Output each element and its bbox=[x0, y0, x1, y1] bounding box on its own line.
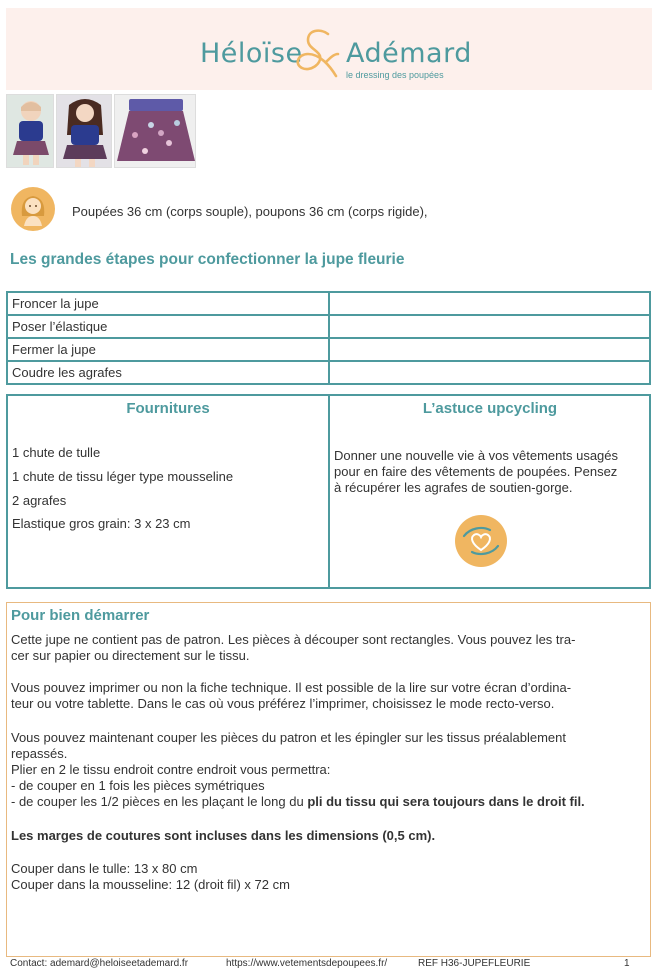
paragraph-line: Plier en 2 le tissu endroit contre endroit vous permettra: bbox=[11, 762, 331, 777]
column-divider bbox=[328, 396, 330, 587]
paragraph-line: Vous pouvez maintenant couper les pièces du patron et les épingler sur les tissus préalablement bbox=[11, 730, 566, 745]
paragraph-line: Cette jupe ne contient pas de patron. Les pièces à découper sont rectangles. Vous pouvez les tra- bbox=[11, 632, 576, 647]
product-photo-doll-dark-hair[interactable] bbox=[56, 94, 112, 168]
paragraph-line: Couper dans le tulle: 13 x 80 cm bbox=[11, 861, 198, 876]
paragraph-bold-text: pli du tissu qui sera toujours dans le droit fil. bbox=[307, 794, 585, 809]
paragraph-line: Vous pouvez imprimer ou non la fiche technique. Il est possible de la lire sur votre écran d’ordina- bbox=[11, 680, 572, 695]
step-check-cell bbox=[329, 315, 650, 338]
paragraph-line: teur ou votre tablette. Dans le cas où vous préférez l’imprimer, choisissez le mode recto-verso. bbox=[11, 696, 555, 711]
audience-row bbox=[10, 186, 650, 234]
audience-text: Poupées 36 cm (corps souple), poupons 36 cm (corps rigide), bbox=[72, 204, 428, 219]
tip-title: L’astuce upcycling bbox=[422, 400, 558, 417]
paragraph-line: cer sur papier ou directement sur le tissu. bbox=[11, 648, 250, 663]
paragraph-line: Couper dans la mousseline: 12 (droit fil) x 72 cm bbox=[11, 877, 290, 892]
header-banner bbox=[6, 8, 652, 90]
tip-text bbox=[334, 448, 650, 496]
brand-name-left: Héloïse bbox=[200, 38, 303, 69]
paragraph-line: repassés. bbox=[11, 746, 68, 761]
paragraph-line bbox=[11, 794, 641, 810]
step-cell: Poser l’élastique bbox=[7, 315, 329, 338]
tip-line: pour en faire des vêtements de poupées. Pensez bbox=[334, 464, 618, 479]
footer-ref: REF H36-JUPEFLEURIE bbox=[418, 958, 531, 969]
brand-logo bbox=[196, 24, 476, 86]
step-cell: Coudre les agrafes bbox=[7, 361, 329, 384]
step-check-cell bbox=[329, 338, 650, 361]
steps-title: Les grandes étapes pour confectionner la jupe fleurie bbox=[10, 251, 405, 268]
paragraph-line: Les marges de coutures sont incluses dans les dimensions (0,5 cm). bbox=[11, 828, 436, 843]
step-cell: Froncer la jupe bbox=[7, 292, 329, 315]
heart-hands-icon bbox=[454, 514, 508, 568]
supply-item: Elastique gros grain: 3 x 23 cm bbox=[12, 516, 191, 531]
tip-line: à récupérer les agrafes de soutien-gorge. bbox=[334, 480, 573, 495]
product-photo-skirt[interactable] bbox=[114, 94, 196, 168]
footer-contact[interactable]: Contact: ademard@heloiseetademard.fr bbox=[10, 958, 189, 969]
supply-item: 2 agrafes bbox=[12, 493, 67, 508]
supply-item: 1 chute de tissu léger type mousseline bbox=[12, 469, 234, 484]
footer-page-number: 1 bbox=[624, 958, 630, 969]
product-photo-doll-front[interactable] bbox=[6, 94, 54, 168]
supplies-title: Fournitures bbox=[126, 400, 210, 417]
step-check-cell bbox=[329, 292, 650, 315]
doll-icon bbox=[10, 186, 56, 232]
brand-tagline: le dressing des poupées bbox=[346, 70, 444, 80]
table-row bbox=[7, 315, 650, 338]
table-row bbox=[7, 361, 650, 384]
table-row bbox=[7, 292, 650, 315]
paragraph-text: - de couper les 1/2 pièces en les plaçant le long du bbox=[11, 794, 308, 809]
table-row bbox=[7, 338, 650, 361]
supplies-tip-box bbox=[6, 394, 651, 589]
getting-started-title: Pour bien démarrer bbox=[11, 607, 150, 624]
supply-item: 1 chute de tulle bbox=[12, 445, 101, 460]
getting-started-box bbox=[6, 602, 651, 957]
brand-name-right: Adémard bbox=[346, 38, 472, 69]
step-cell: Fermer la jupe bbox=[7, 338, 329, 361]
steps-table bbox=[6, 291, 651, 385]
step-check-cell bbox=[329, 361, 650, 384]
ampersand-logo-icon bbox=[290, 26, 344, 82]
paragraph-line: - de couper en 1 fois les pièces symétriques bbox=[11, 778, 265, 793]
tip-line: Donner une nouvelle vie à vos vêtements usagés bbox=[334, 448, 619, 463]
footer-url[interactable]: https://www.vetementsdepoupees.fr/ bbox=[226, 958, 388, 969]
